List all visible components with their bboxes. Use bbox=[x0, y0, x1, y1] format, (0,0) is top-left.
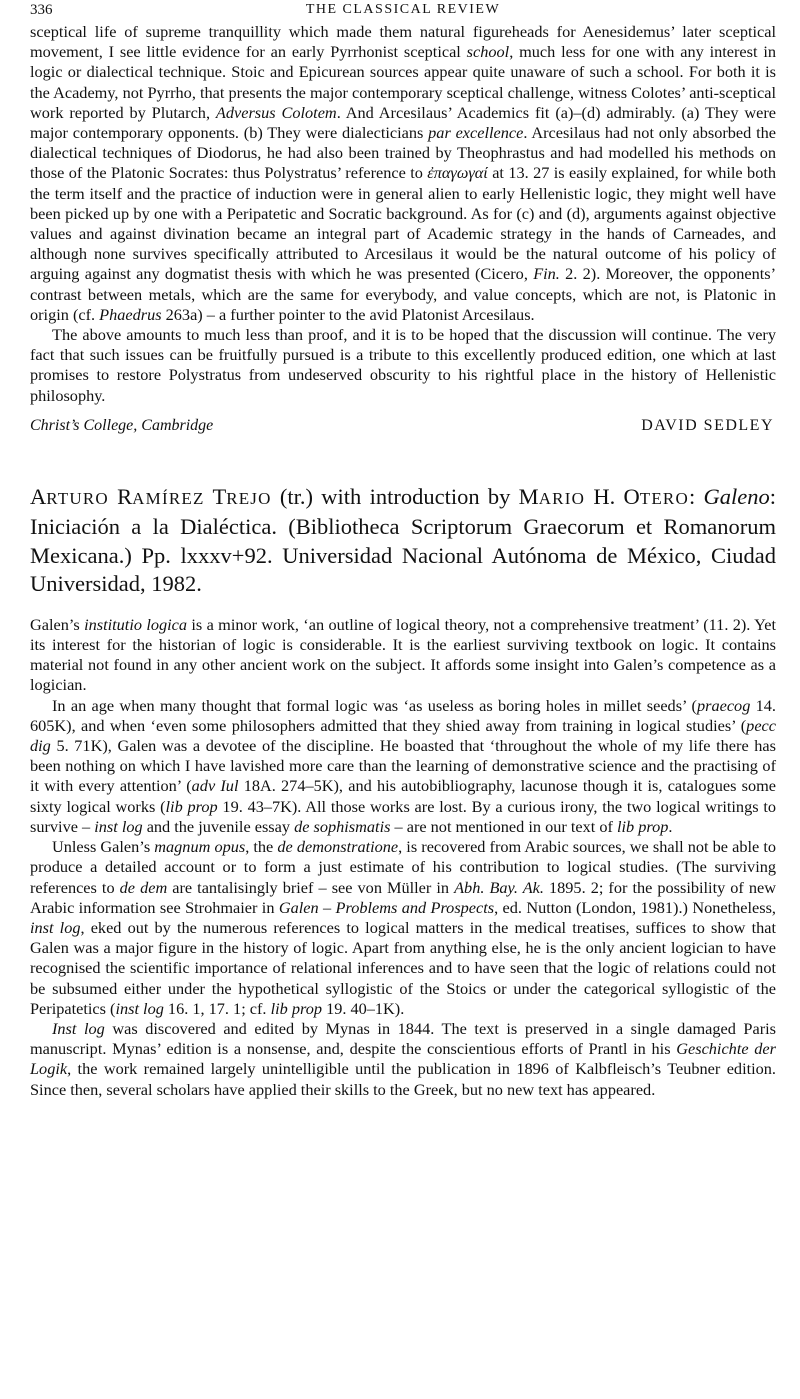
text-run: . Arcesilaus had not only absorbed the dialectical techniques of Diodorus, he had also been trained by Theophrastus and had modelled his methods on those of the Platonic Socrates: thus Polystratus’ reference to bbox=[30, 123, 776, 183]
review-paragraph-3 bbox=[30, 837, 776, 1019]
text-run: , much less for one with any interest in logic or dialectical technique. Stoic and Epicurean sources appear quite unaware of such a school. For both it is the Academy, not Pyrrho, that presents the major contemporary sceptical challenge, witness Colotes’ anti-sceptical work reported by Plutarch, bbox=[30, 42, 776, 122]
italic-text-run: Adversus Colotem bbox=[215, 102, 337, 122]
text-run: . bbox=[668, 816, 673, 836]
page-number: 336 bbox=[30, 2, 53, 18]
text-run: , ed. Nutton (London, 1981).) Nonetheless, bbox=[494, 897, 776, 917]
text-run: Unless Galen’s bbox=[52, 837, 155, 857]
text-run: 263a) – a further pointer to the avid Platonist Arcesilaus. bbox=[161, 304, 535, 324]
editor-initial-2: H. O bbox=[593, 483, 640, 509]
italic-text-run: magnum opus bbox=[154, 837, 246, 857]
editor-initial-1: M bbox=[518, 483, 539, 509]
italic-text-run: par excellence bbox=[428, 123, 524, 143]
review-body bbox=[30, 615, 776, 1100]
italic-text-run: pecc dig bbox=[30, 715, 776, 756]
translator-rest-2: AMÍREZ bbox=[132, 488, 205, 508]
translator-rest-3: REJO bbox=[226, 488, 272, 508]
italic-text-run: Geschichte der Logik bbox=[30, 1039, 776, 1079]
heading-mid-text: (tr.) with introduction by bbox=[271, 483, 519, 509]
text-run: . And Arcesilaus’ Academics fit (a)–(d) admirably. (a) They were major contemporary opponents. (b) They were dialecticians bbox=[30, 102, 776, 143]
previous-review-paragraph-2 bbox=[30, 325, 776, 406]
book-title: Iniciación a la Dialéctica. (Bibliotheca Scriptorum Graecorum et Romanorum Mexicana.) Pp. lxxxv+92. Universidad Nacional Autónoma de México, Ciudad Universidad, 1982. bbox=[30, 514, 776, 597]
italic-text-run: lib prop bbox=[616, 816, 669, 836]
previous-review-text bbox=[30, 22, 776, 406]
text-run: – are not mentioned in our text of bbox=[390, 816, 617, 836]
italic-text-run: de dem bbox=[119, 877, 168, 897]
italic-text-run: Fin. bbox=[533, 264, 560, 284]
journal-page bbox=[30, 0, 776, 1100]
italic-text-run: adv Iul bbox=[191, 776, 239, 796]
text-run: sceptical life of supreme tranquillity which made them natural figureheads for Aenesidemus’ later sceptical movement, I see little evidence for an early Pyrrhonist sceptical bbox=[30, 22, 776, 62]
text-run: The above amounts to much less than proof, and it is to be hoped that the discussion will continue. The very fact that such issues can be fruitfully pursued is a tribute to this excellently produced edition, one which at last promises to restore Polystratus from undeserved obscurity to his rightful place in the history of Hellenistic philosophy. bbox=[30, 325, 776, 405]
text-run: 1895. 2; for the possibility of new Arabic information see Strohmaier in bbox=[30, 877, 777, 917]
italic-text-run: de demonstratione bbox=[277, 837, 399, 857]
text-run: , the work remained largely unintelligible until the publication in 1896 of Kalbfleisch’s Teubner edition. Since then, several scholars have applied their skills to the Greek, but no new text has appeared. bbox=[30, 1059, 776, 1099]
text-run: 19. 40–1K). bbox=[322, 998, 405, 1018]
text-run: 19. 43–7K). All those works are lost. By a curious irony, the two logical writings to survive – bbox=[30, 796, 776, 836]
running-head bbox=[30, 0, 776, 22]
review-heading bbox=[30, 483, 776, 599]
book-colon: : bbox=[769, 483, 777, 509]
text-run: are tantalisingly brief – see von Müller in bbox=[167, 877, 455, 897]
text-run: 18A. 274–5K), and his autobibliography, lacunose though it is, catalogues some sixty logical works ( bbox=[30, 776, 776, 816]
reviewer-name: DAVID SEDLEY bbox=[641, 416, 774, 434]
italic-text-run: Abh. Bay. Ak. bbox=[454, 877, 544, 897]
text-run: Galen’s bbox=[30, 614, 85, 634]
text-run: 14. 605K), and when ‘even some philosophers admitted that they shied away from training in logical studies’ ( bbox=[30, 695, 776, 735]
text-run: and the juvenile essay bbox=[142, 816, 295, 836]
editor-rest-2: TERO bbox=[639, 488, 689, 508]
italic-text-run: inst log bbox=[115, 998, 164, 1018]
heading-colon: : bbox=[688, 483, 696, 509]
text-run: 5. 71K), Galen was a devotee of the discipline. He boasted that ‘throughout the whole of my life there has been nothing on which I have lavished more care than the learning of demonstrative science and the practising of it with every attention’ ( bbox=[30, 736, 776, 796]
translator-initial-2: R bbox=[117, 483, 133, 509]
translator-rest-1: RTURO bbox=[46, 488, 109, 508]
translator-initial-3: T bbox=[212, 483, 227, 509]
italic-text-run: ἐπαγωγαί bbox=[427, 163, 488, 183]
text-run: 2. 2). Moreover, the opponents’ contrast between metals, which are the same for everybody, and value concepts, which are not, is Platonic in origin (cf. bbox=[30, 264, 776, 324]
review-paragraph-1 bbox=[30, 615, 776, 696]
text-run: at 13. 27 is easily explained, for while both the term itself and the practice of induction were in general alien to early Hellenistic logic, they might well have been picked up by one with a Peripatetic and Socratic background. As for (c) and (d), arguments against objective values and against divination became an integral part of Academic strategy in the hands of Carneades, and although none survives specifically attributed to Arcesilaus it would be the natural outcome of his policy of arguing against any dogmatist thesis with which he was presented (Cicero, bbox=[30, 163, 776, 284]
review-signature bbox=[30, 415, 776, 441]
text-run: In an age when many thought that formal logic was ‘as useless as boring holes in millet seeds’ ( bbox=[52, 695, 697, 715]
text-run: 16. 1, 17. 1; cf. bbox=[163, 998, 271, 1018]
italic-text-run: Phaedrus bbox=[99, 304, 162, 324]
italic-text-run: school bbox=[466, 42, 510, 62]
italic-text-run: lib prop bbox=[270, 998, 322, 1018]
text-run: is a minor work, ‘an outline of logical theory, not a comprehensive treatment’ (11. 2). Yet its interest for the historian of logic is considerable. It is the earliest surviving textbook on logic. It contains material not found in any other ancient work on the subject. It affords some insight into Galen’s competence as a logician. bbox=[30, 614, 776, 695]
italic-text-run: Galen – Problems and Prospects bbox=[278, 897, 495, 917]
journal-title: THE CLASSICAL REVIEW bbox=[305, 2, 501, 17]
reviewer-affiliation: Christ’s College, Cambridge bbox=[30, 416, 214, 434]
previous-review-paragraph-1 bbox=[30, 22, 776, 325]
italic-text-run: de sophismatis bbox=[294, 816, 391, 836]
review-paragraph-2 bbox=[30, 696, 776, 837]
editor-rest-1: ARIO bbox=[538, 488, 586, 508]
text-run: , is recovered from Arabic sources, we shall not be able to produce a detailed account or to form a just estimate of his contribution to logical studies. (The surviving references to bbox=[30, 837, 776, 897]
translator-initial-1: A bbox=[30, 483, 47, 509]
review-paragraph-4 bbox=[30, 1019, 776, 1100]
italic-text-run: inst log bbox=[30, 917, 81, 937]
italic-text-run: lib prop bbox=[165, 796, 218, 816]
italic-text-run: praecog bbox=[696, 695, 751, 715]
italic-text-run: inst log bbox=[94, 816, 143, 836]
text-run: , eked out by the numerous references to logical matters in the medical treatises, suffices to show that Galen was a major figure in the history of logic. Apart from anything else, he is the only ancient logician to have recognised the scientific importance of relational inferences and to have seen that the logic of relations could not be subsumed either under the hypothetical syllogistic of the Stoics or under the categorical syllogistic of the Peripatetics ( bbox=[30, 917, 776, 1018]
text-run: , the bbox=[245, 837, 278, 857]
text-run: was discovered and edited by Mynas in 1844. The text is preserved in a single damaged Paris manuscript. Mynas’ edition is a nonsense, and, despite the conscientious efforts of Prantl in his bbox=[30, 1018, 776, 1059]
book-author: Galeno bbox=[703, 483, 770, 509]
italic-text-run: institutio logica bbox=[84, 614, 188, 634]
italic-text-run: Inst log bbox=[52, 1018, 105, 1038]
